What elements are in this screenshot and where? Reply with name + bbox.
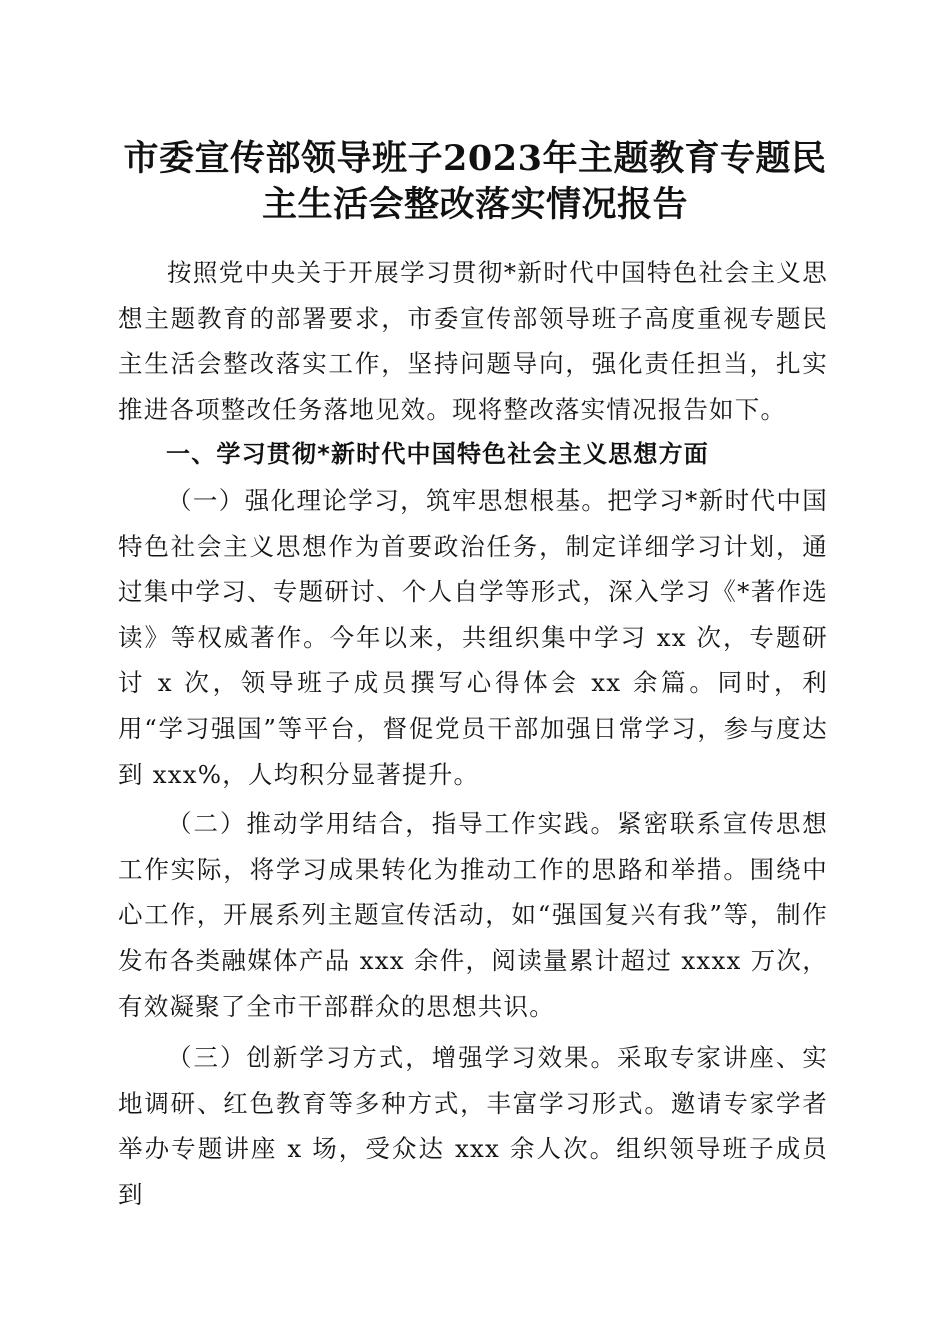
document-body (118, 250, 828, 1217)
item-paragraph-1 (118, 478, 828, 797)
item-text-3: 采取专家讲座、实地调研、红色教育等多种方式，丰富学习形式。邀请专家学者举办专题讲座 x 场，受众达 xxx 余人次。组织领导班子成员到 (118, 1043, 828, 1209)
title-line-1: 市委宣传部领导班子2023年主题教育专题民 (123, 138, 827, 179)
item-title-1: （一）强化理论学习，筑牢思想根基。 (167, 485, 608, 515)
item-text-1: 把学习*新时代中国特色社会主义思想作为首要政治任务，制定详细学习计划，通过集中学习、专题研讨、个人自学等形式，深入学习《*著作选读》等权威著作。今年以来，共组织集中学习 xx 次，专题研讨 x 次，领导班子成员撰写心得体会 xx 余篇。同时，利用“学习强国”等平台，督促党员干部加强日常学习，参与度达到 xxx%，人均积分显著提升。 (118, 485, 828, 789)
item-paragraph-2 (118, 801, 828, 1029)
item-title-2: （二）推动学用结合，指导工作实践。 (167, 809, 617, 839)
section-heading-1: 一、学习贯彻*新时代中国特色社会主义思想方面 (166, 440, 709, 469)
title-line-2: 主生活会整改落实情况报告 (261, 184, 688, 225)
document-title (120, 136, 830, 228)
item-text-2: 紧密联系宣传思想工作实际，将学习成果转化为推动工作的思路和举措。围绕中心工作，开展系列主题宣传活动，如“强国复兴有我”等，制作发布各类融媒体产品 xxx 余件，阅读量累计超过 xxxx 万次，有效凝聚了全市干部群众的思想共识。 (118, 809, 828, 1021)
item-paragraph-3 (118, 1035, 828, 1217)
item-title-3: （三）创新学习方式，增强学习效果。 (167, 1043, 617, 1073)
intro-paragraph: 按照党中央关于开展学习贯彻*新时代中国特色社会主义思想主题教育的部署要求，市委宣传部领导班子高度重视专题民主生活会整改落实工作，坚持问题导向，强化责任担当，扎实推进各项整改任务落地见效。现将整改落实情况报告如下。 (118, 258, 828, 424)
